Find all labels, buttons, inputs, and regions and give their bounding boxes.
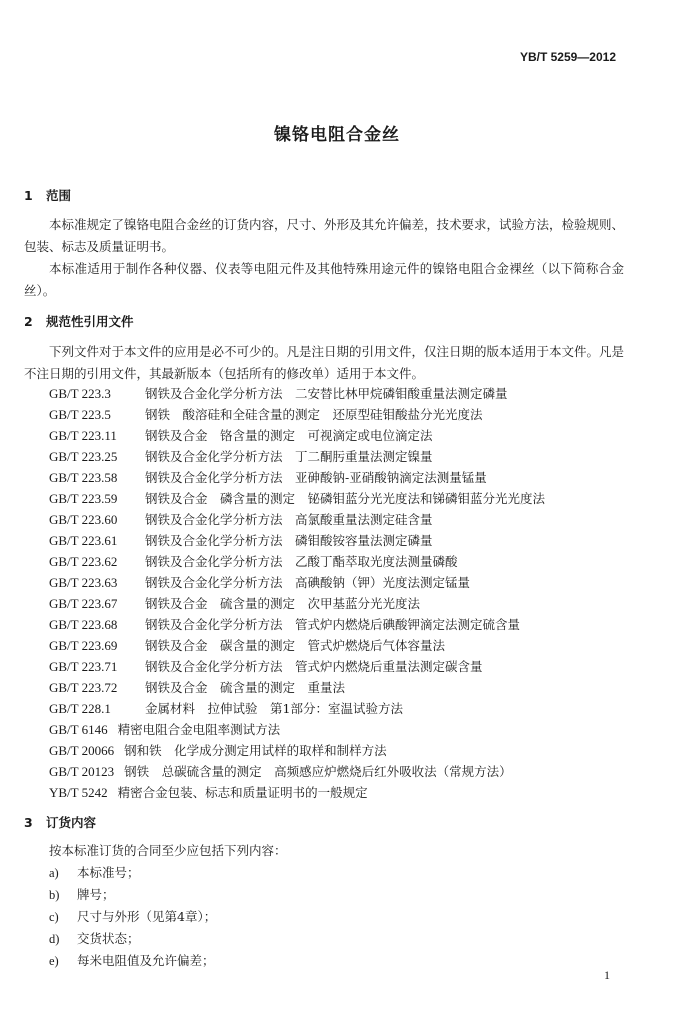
list-marker: b): [49, 888, 60, 902]
reference-code: GB/T 223.58: [49, 470, 118, 485]
reference-item: [49, 509, 545, 530]
reference-title: 钢铁及合金化学分析方法 高碘酸钠（钾）光度法测定锰量: [145, 575, 471, 590]
reference-item: [49, 488, 545, 509]
reference-item: [49, 467, 545, 488]
reference-item: [49, 698, 545, 719]
reference-code: GB/T 223.68: [49, 617, 118, 632]
reference-code: GB/T 223.71: [49, 659, 118, 674]
reference-title: 精密合金包装、标志和质量证明书的一般规定: [117, 785, 368, 800]
reference-item: [49, 530, 545, 551]
order-content-list: [49, 862, 216, 972]
reference-item: [49, 614, 545, 635]
reference-item: [49, 551, 545, 572]
list-item-text: 尺寸与外形（见第4章）；: [77, 909, 217, 924]
reference-code: GB/T 223.11: [49, 428, 117, 443]
list-marker: c): [49, 910, 59, 924]
list-item-text: 每米电阻值及允许偏差；: [77, 953, 215, 968]
list-item: [49, 950, 216, 972]
section-number: 3: [24, 815, 33, 830]
document-title: 镍铬电阻合金丝: [274, 125, 400, 145]
section-3-heading: [24, 813, 96, 831]
section-title: 订货内容: [46, 815, 97, 830]
list-item: [49, 884, 216, 906]
reference-title: 钢铁及合金化学分析方法 丁二酮肟重量法测定镍量: [145, 449, 433, 464]
list-item: [49, 906, 216, 928]
reference-item: [49, 782, 545, 803]
section-title: 规范性引用文件: [46, 314, 134, 329]
reference-code: GB/T 223.63: [49, 575, 118, 590]
reference-title: 钢铁及合金 碳含量的测定 管式炉燃烧后气体容量法: [145, 638, 446, 653]
section-1-heading: [24, 186, 71, 204]
reference-code: GB/T 223.5: [49, 407, 111, 422]
reference-title: 钢铁 总碳硫含量的测定 高频感应炉燃烧后红外吸收法（常规方法）: [124, 764, 512, 779]
reference-title: 钢和铁 化学成分测定用试样的取样和制样方法: [124, 743, 387, 758]
reference-item: [49, 446, 545, 467]
reference-title: 钢铁及合金化学分析方法 二安替比林甲烷磷钼酸重量法测定磷量: [145, 386, 508, 401]
reference-item: [49, 383, 545, 404]
page-number: 1: [604, 968, 610, 982]
reference-code: GB/T 223.62: [49, 554, 118, 569]
reference-title: 钢铁及合金化学分析方法 磷钼酸铵容量法测定磷量: [145, 533, 433, 548]
reference-item: [49, 761, 545, 782]
section-1-paragraph-2: 本标准适用于制作各种仪器、仪表等电阻元件及其他特殊用途元件的镍铬电阻合金裸丝（以下简称合金丝）。: [24, 261, 624, 298]
list-item-text: 交货状态；: [77, 931, 140, 946]
reference-code: GB/T 223.69: [49, 638, 118, 653]
section-1-paragraph-1: 本标准规定了镍铬电阻合金丝的订货内容，尺寸、外形及其允许偏差，技术要求，试验方法，检验规则、包装、标志及质量证明书。: [24, 217, 625, 254]
reference-item: [49, 635, 545, 656]
reference-title: 钢铁及合金化学分析方法 亚砷酸钠-亚硝酸钠滴定法测量锰量: [145, 470, 487, 485]
reference-code: YB/T 5242: [49, 785, 108, 800]
reference-title: 金属材料 拉伸试验 第1部分：室温试验方法: [145, 701, 403, 716]
reference-code: GB/T 223.60: [49, 512, 118, 527]
reference-item: [49, 719, 545, 740]
reference-title: 钢铁及合金 硫含量的测定 次甲基蓝分光光度法: [145, 596, 421, 611]
list-item: [49, 862, 216, 884]
list-marker: e): [49, 954, 59, 968]
section-2-heading: [24, 312, 134, 330]
standard-code: YB/T 5259—2012: [519, 50, 616, 64]
reference-item: [49, 656, 545, 677]
reference-title: 钢铁及合金化学分析方法 管式炉内燃烧后重量法测定碳含量: [145, 659, 483, 674]
list-marker: a): [49, 866, 59, 880]
reference-title: 钢铁及合金化学分析方法 高氯酸重量法测定硅含量: [145, 512, 433, 527]
reference-code: GB/T 6146: [49, 722, 108, 737]
section-title: 范围: [46, 188, 72, 203]
reference-title: 钢铁及合金 硫含量的测定 重量法: [145, 680, 346, 695]
reference-code: GB/T 223.3: [49, 386, 111, 401]
reference-item: [49, 404, 545, 425]
reference-title: 钢铁及合金化学分析方法 乙酸丁酯萃取光度法测量磷酸: [145, 554, 458, 569]
reference-code: GB/T 223.67: [49, 596, 118, 611]
reference-title: 精密电阻合金电阻率测试方法: [117, 722, 281, 737]
reference-item: [49, 572, 545, 593]
list-marker: d): [49, 932, 60, 946]
list-item-text: 牌号；: [77, 887, 115, 902]
reference-code: GB/T 223.59: [49, 491, 118, 506]
reference-code: GB/T 20066: [49, 743, 115, 758]
reference-item: [49, 677, 545, 698]
section-number: 2: [24, 314, 33, 329]
section-2-intro: 下列文件对于本文件的应用是必不可少的。凡是注日期的引用文件，仅注日期的版本适用于本文件。凡是不注日期的引用文件，其最新版本（包括所有的修改单）适用于本文件。: [24, 344, 625, 381]
section-number: 1: [24, 188, 33, 203]
reference-title: 钢铁及合金 磷含量的测定 铋磷钼蓝分光光度法和锑磷钼蓝分光光度法: [145, 491, 546, 506]
reference-code: GB/T 223.72: [49, 680, 118, 695]
list-item: [49, 928, 216, 950]
reference-title: 钢铁及合金 铬含量的测定 可视滴定或电位滴定法: [145, 428, 433, 443]
section-3-intro: 按本标准订货的合同至少应包括下列内容：: [49, 843, 287, 858]
reference-title: 钢铁 酸溶硅和全硅含量的测定 还原型硅钼酸盐分光光度法: [145, 407, 483, 422]
reference-code: GB/T 20123: [49, 764, 115, 779]
reference-code: GB/T 223.25: [49, 449, 118, 464]
reference-list: [49, 383, 545, 803]
reference-item: [49, 425, 545, 446]
reference-item: [49, 740, 545, 761]
reference-title: 钢铁及合金化学分析方法 管式炉内燃烧后碘酸钾滴定法测定硫含量: [145, 617, 521, 632]
list-item-text: 本标准号；: [77, 865, 140, 880]
reference-code: GB/T 228.1: [49, 701, 111, 716]
reference-code: GB/T 223.61: [49, 533, 118, 548]
reference-item: [49, 593, 545, 614]
